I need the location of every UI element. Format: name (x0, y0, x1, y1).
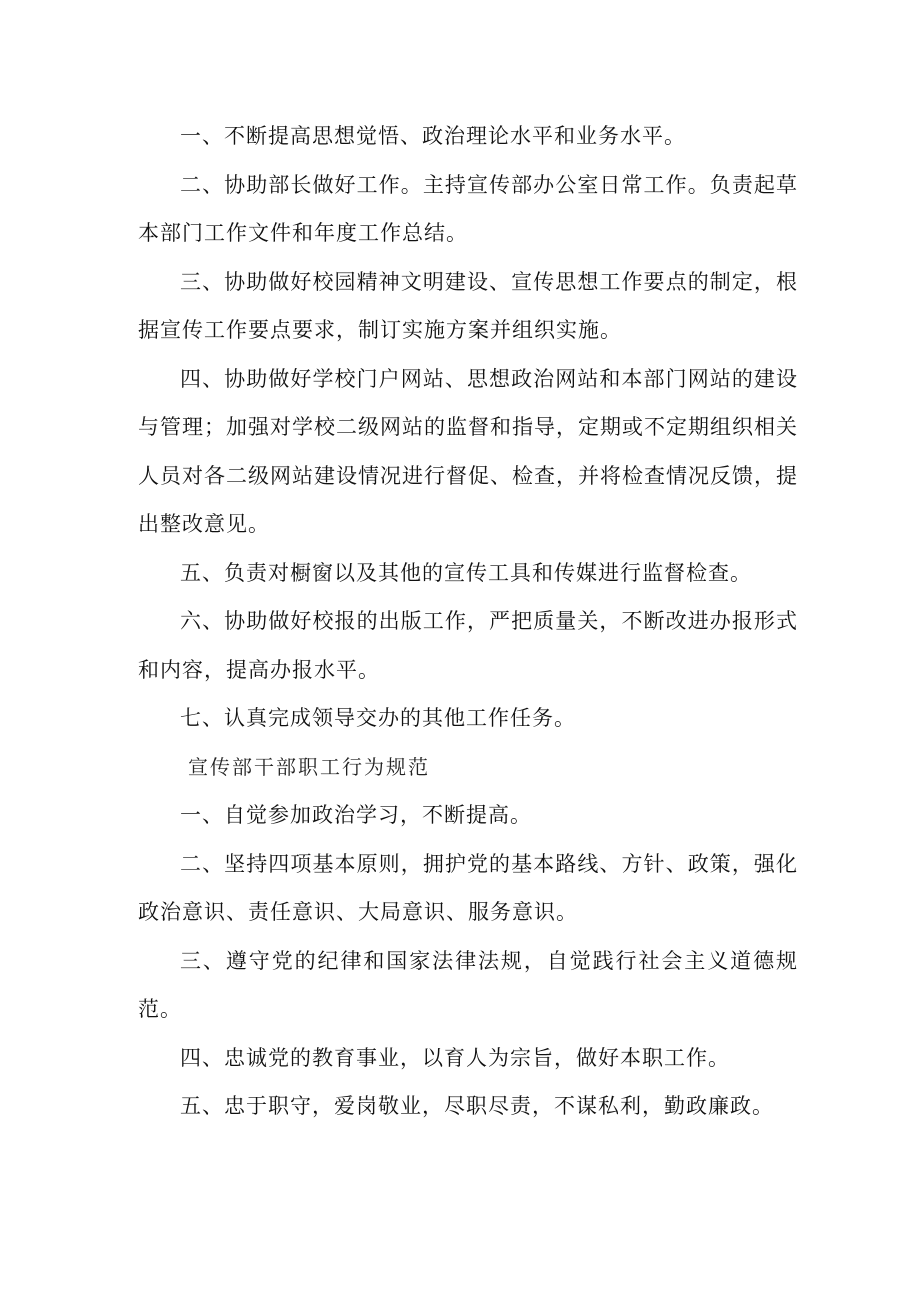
norm-paragraph-4: 四、忠诚党的教育事业，以育人为宗旨，做好本职工作。 (180, 1045, 730, 1070)
document-body (138, 112, 798, 1131)
duty-paragraph-2: 二、协助部长做好工作。主持宣传部办公室日常工作。负责起草本部门工作文件和年度工作总结。 (138, 172, 798, 245)
norm-paragraph-3: 三、遵守党的纪律和国家法律法规，自觉践行社会主义道德规范。 (138, 948, 798, 1021)
norm-paragraph-1: 一、自觉参加政治学习，不断提高。 (180, 803, 532, 827)
section-heading: 宣传部干部职工行为规范 (188, 754, 430, 779)
duty-paragraph-4: 四、协助做好学校门户网站、思想政治网站和本部门网站的建设与管理；加强对学校二级网站的监督和指导，定期或不定期组织相关人员对各二级网站建设情况进行督促、检查，并将检查情况反馈，提出整改意见。 (138, 366, 798, 536)
norm-paragraph-2: 二、坚持四项基本原则，拥护党的基本路线、方针、政策，强化政治意识、责任意识、大局意识、服务意识。 (138, 851, 798, 924)
norm-paragraph-5: 五、忠于职守，爱岗敬业，尽职尽责，不谋私利，勤政廉政。 (180, 1094, 774, 1118)
duty-paragraph-3: 三、协助做好校园精神文明建设、宣传思想工作要点的制定，根据宣传工作要点要求，制订实施方案并组织实施。 (138, 269, 798, 342)
duty-paragraph-1: 一、不断提高思想觉悟、政治理论水平和业务水平。 (180, 124, 686, 148)
duty-paragraph-5: 五、负责对橱窗以及其他的宣传工具和传媒进行监督检查。 (180, 560, 752, 585)
duty-paragraph-6: 六、协助做好校报的出版工作，严把质量关，不断改进办报形式和内容，提高办报水平。 (138, 609, 798, 682)
duty-paragraph-7: 七、认真完成领导交办的其他工作任务。 (180, 706, 576, 730)
